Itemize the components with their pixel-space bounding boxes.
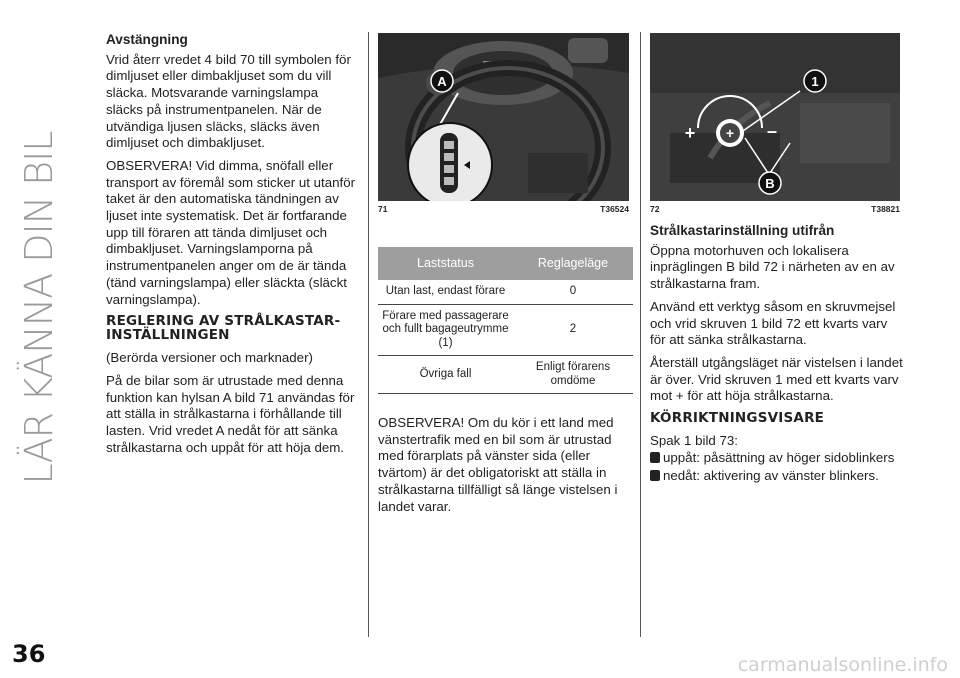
section-heading: KÖRRIKTNINGSVISARE [650, 410, 825, 427]
svg-text:B: B [765, 176, 775, 191]
figure-71-caption: 71 T36524 [378, 204, 629, 214]
column-3 [650, 223, 905, 491]
bullet-icon [650, 452, 660, 463]
paragraph: På de bilar som är utrustade med denna funktion kan hylsan A bild 71 användas för att ställa in strålkastarna i förhållande till lasten. Vrid vredet A nedåt för att sänka strålkastarna och uppåt för att höja dem. [106, 372, 355, 455]
watermark: carmanualsonline.info [737, 654, 948, 676]
svg-text:1: 1 [811, 74, 819, 89]
list-item: nedåt: aktivering av vänster blinkers. [650, 468, 905, 485]
table-row: Utan last, endast förare 0 [378, 280, 633, 305]
table-header: Laststatus Reglageläge [378, 247, 633, 280]
paragraph: Vrid återr vredet 4 bild 70 till symbolen för dimljuset eller dimbakljuset som du vill släcka. Motsvarande varningslampa släcks på instrumentpanelen. När de utvändiga ljusen släcks, släcks även dimljuset och dimbakljuset. [106, 51, 351, 151]
paragraph: OBSERVERA! Vid dimma, snöfall eller transport av föremål som sticker ut utanför taket är den automatiska tändningen av ljuset inte systematisk. Det är fortfarande upp till föraren att tända dimljuset och dimbakljuset. Varningslamporna på instrumentpanelen anger om de är tända (tänd varningslampa) eller släckta (släckt varningslampa). [106, 157, 356, 307]
column-2-note [378, 415, 633, 521]
paragraph: Återställ utgångsläget när vistelsen i landet är över. Vrid skruven 1 med ett kvarts varv mot + för att höja strålkastarna. [650, 354, 903, 404]
section-heading: REGLERING AV STRÅLKASTAR-INSTÄLLNINGEN [106, 313, 341, 344]
paragraph: Spak 1 bild 73: [650, 433, 738, 449]
page-number: 36 [12, 640, 46, 668]
figure-72-engine-photo [650, 33, 900, 201]
column-divider [368, 32, 369, 637]
table-row: Övriga fall Enligt förarens omdöme [378, 356, 633, 394]
subheading-avstangning: Avstängning [106, 32, 188, 47]
figure-71-dashboard-photo [378, 33, 629, 201]
paragraph: OBSERVERA! Om du kör i ett land med vänstertrafik med en bil som är utrustad med förarplats på vänster sida (eller tvärtom) är det obligatoriskt att ställa in strålkastarna tillfälligt så länge vistelsen i landet varar. [378, 415, 618, 514]
figure-72-caption: 72 T38821 [650, 204, 900, 214]
svg-text:A: A [437, 74, 447, 89]
svg-text:+: + [684, 123, 696, 143]
column-1 [106, 32, 358, 462]
chapter-side-title: LÄR KÄNNA DIN BIL [17, 131, 61, 485]
load-status-table [378, 247, 633, 394]
bullet-icon [650, 470, 660, 481]
table-row: Förare med passagerare och fullt bagageutrymme (1) 2 [378, 305, 633, 357]
svg-text:+: + [725, 125, 735, 141]
list-item: uppåt: påsättning av höger sidoblinkers [650, 450, 905, 467]
paragraph: Öppna motorhuven och lokalisera inpräglingen B bild 72 i närheten av en av strålkastarna fram. [650, 242, 895, 292]
paragraph: Använd ett verktyg såsom en skruvmejsel och vrid skruven 1 bild 72 ett kvarts varv för att sänka strålkastarna. [650, 298, 896, 348]
column-divider [640, 32, 641, 637]
paragraph: (Berörda versioner och marknader) [106, 350, 313, 366]
subheading-stralkastarinstallning: Strålkastarinställning utifrån [650, 223, 835, 238]
svg-text:–: – [766, 121, 778, 141]
